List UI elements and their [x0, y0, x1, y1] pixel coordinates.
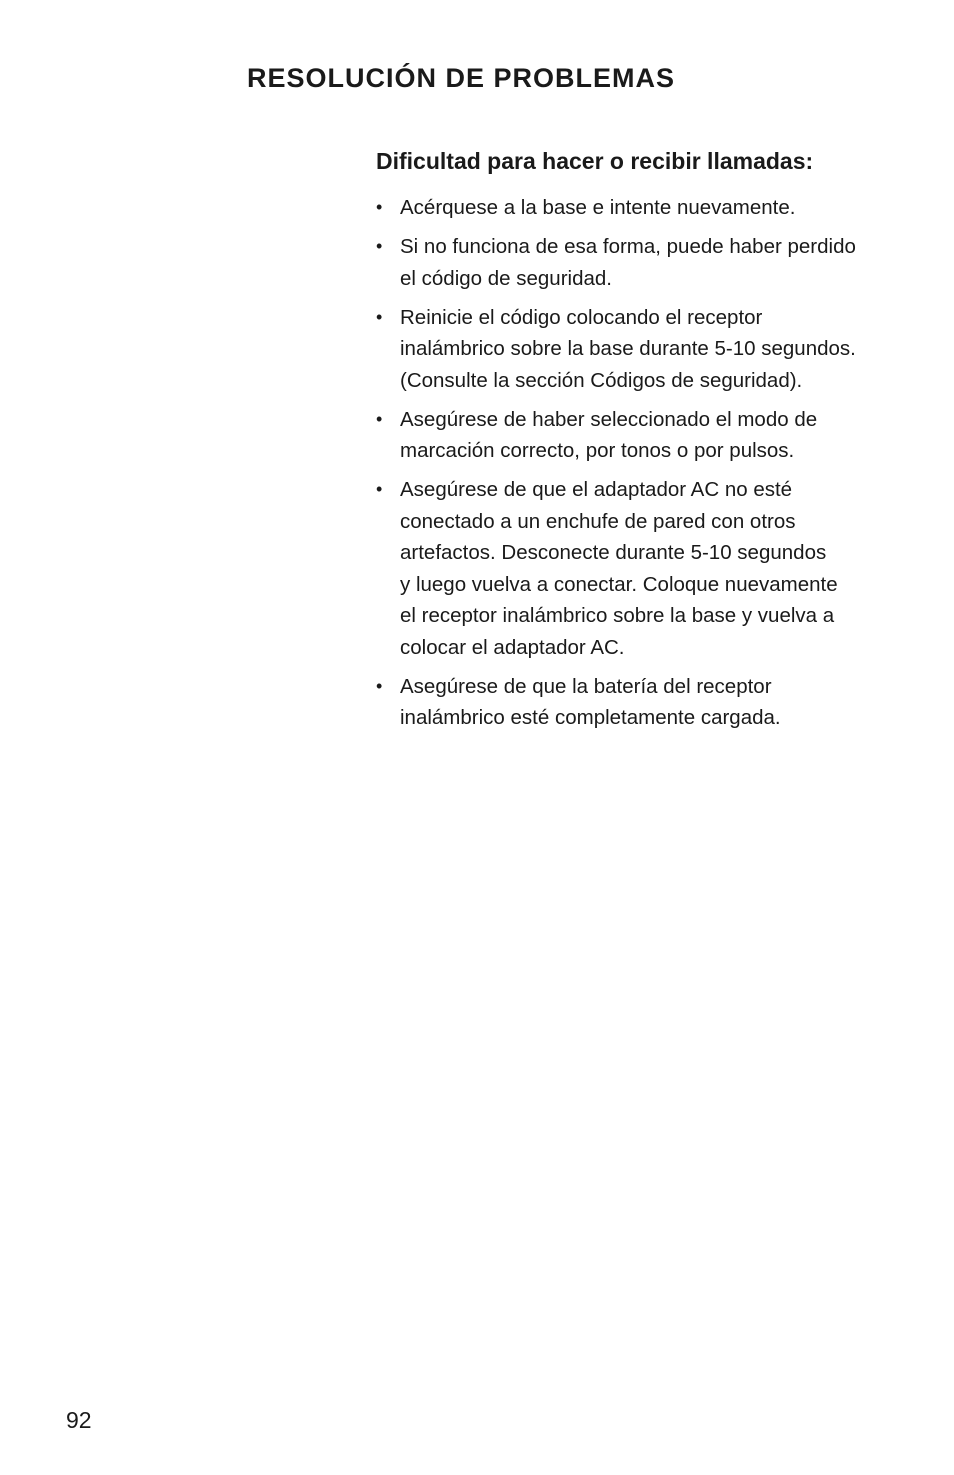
list-item-line: inalámbrico esté completamente cargada.	[400, 706, 781, 729]
list-item-line: el receptor inalámbrico sobre la base y vuelva a	[400, 604, 835, 627]
list-item-line: inalámbrico sobre la base durante 5-10 segundos.	[400, 337, 856, 360]
page-title: RESOLUCIÓN DE PROBLEMAS	[247, 63, 676, 93]
list-item-line: Reinicie el código colocando el receptor	[400, 305, 763, 329]
list-item-line: Si no funciona de esa forma, puede haber perdido	[400, 235, 856, 258]
troubleshooting-section	[376, 144, 906, 741]
list-item	[376, 231, 906, 294]
list-item-line: y luego vuelva a conectar. Coloque nuevamente	[400, 572, 838, 596]
troubleshooting-list	[376, 192, 906, 734]
list-item	[376, 474, 906, 663]
bullet-icon: •	[376, 479, 383, 499]
section-heading: Dificultad para hacer o recibir llamadas:	[376, 148, 814, 174]
list-item-line: Asegúrese de que el adaptador AC no esté	[400, 478, 793, 501]
list-item-line: artefactos. Desconecte durante 5-10 segundos	[400, 541, 827, 564]
bullet-icon: •	[376, 675, 383, 696]
list-item-line: Asegúrese de haber seleccionado el modo de	[400, 407, 818, 431]
list-item-line: conectado a un enchufe de pared con otros	[400, 509, 796, 533]
list-item	[376, 302, 906, 397]
page-number: 92	[66, 1407, 92, 1433]
list-item-line: marcación correcto, por tonos o por pulsos.	[400, 439, 795, 462]
list-item	[376, 404, 906, 467]
bullet-icon: •	[376, 236, 383, 256]
bullet-icon: •	[376, 306, 383, 327]
list-item-line: colocar el adaptador AC.	[400, 635, 625, 659]
bullet-icon: •	[376, 197, 383, 217]
list-item-line: Acérquese a la base e intente nuevamente.	[400, 196, 796, 219]
list-item-line: el código de seguridad.	[400, 266, 612, 290]
list-item	[376, 671, 906, 734]
list-item	[376, 192, 906, 224]
list-item-line: (Consulte la sección Códigos de seguridad).	[400, 368, 803, 392]
bullet-icon: •	[376, 408, 383, 429]
list-item-line: Asegúrese de que la batería del receptor	[400, 674, 772, 698]
